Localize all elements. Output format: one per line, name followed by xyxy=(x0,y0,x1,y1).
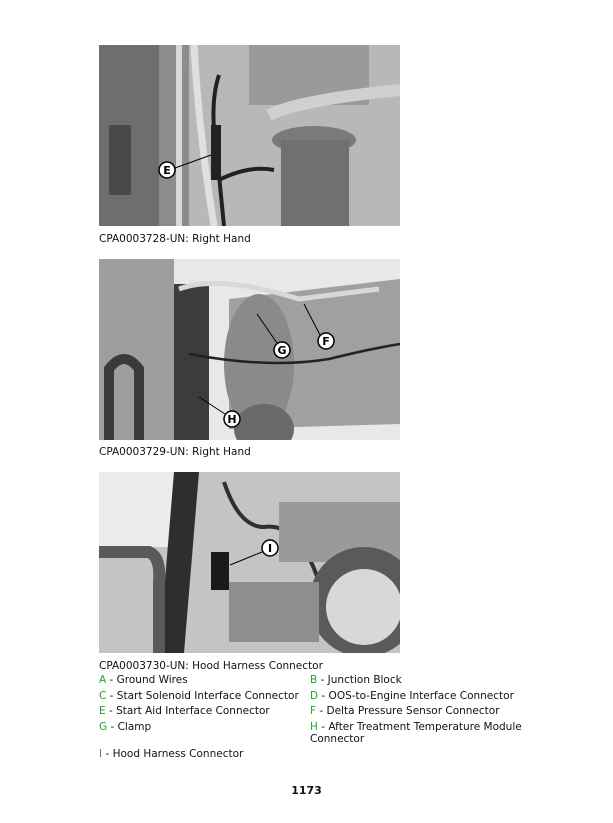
legend-item-g xyxy=(99,721,309,733)
figure-1-engine-right-hand xyxy=(99,45,400,226)
legend-key: D xyxy=(310,690,319,702)
legend-text: - Ground Wires xyxy=(106,674,188,686)
figure-3-caption: CPA0003730-UN: Hood Harness Connector xyxy=(99,660,323,672)
engine-illustration-3 xyxy=(99,472,400,653)
legend-key: H xyxy=(310,721,318,733)
legend-text: - After Treatment Temperature Module Connector xyxy=(310,721,522,745)
figure-1-caption: CPA0003728-UN: Right Hand xyxy=(99,233,251,245)
legend-item-e xyxy=(99,705,309,717)
figure-2-engine-right-hand xyxy=(99,259,400,440)
callout-h: H xyxy=(227,413,237,426)
legend-key: E xyxy=(99,705,106,717)
legend-text: - Junction Block xyxy=(317,674,402,686)
engine-illustration-2 xyxy=(99,259,400,440)
legend-text: - OOS-to-Engine Interface Connector xyxy=(318,690,514,702)
legend-text: - Clamp xyxy=(107,721,152,733)
legend-key: C xyxy=(99,690,107,702)
legend-text: - Start Solenoid Interface Connector xyxy=(106,690,299,702)
legend-item-h xyxy=(310,721,525,745)
engine-illustration-1 xyxy=(99,45,400,226)
legend-key: F xyxy=(310,705,317,717)
figure-3-hood-harness-connector xyxy=(99,472,400,653)
figure-2-caption: CPA0003729-UN: Right Hand xyxy=(99,446,251,458)
legend-item-i xyxy=(99,748,309,760)
legend-key: I xyxy=(99,748,103,760)
legend-text: - Delta Pressure Sensor Connector xyxy=(316,705,500,717)
callout-f: F xyxy=(322,335,330,348)
legend-key: A xyxy=(99,674,107,686)
legend-item-a xyxy=(99,674,309,686)
legend-item-d xyxy=(310,690,520,702)
legend-key: G xyxy=(99,721,108,733)
legend-key: B xyxy=(310,674,318,686)
callout-e: E xyxy=(163,164,171,177)
legend-item-c xyxy=(99,690,309,702)
callout-g: G xyxy=(277,344,287,357)
callout-i: I xyxy=(267,542,273,555)
legend-item-b xyxy=(310,674,520,686)
legend-text: - Start Aid Interface Connector xyxy=(105,705,270,717)
legend-item-f xyxy=(310,705,520,717)
page-number: 1173 xyxy=(291,784,322,797)
legend-text: - Hood Harness Connector xyxy=(102,748,244,760)
